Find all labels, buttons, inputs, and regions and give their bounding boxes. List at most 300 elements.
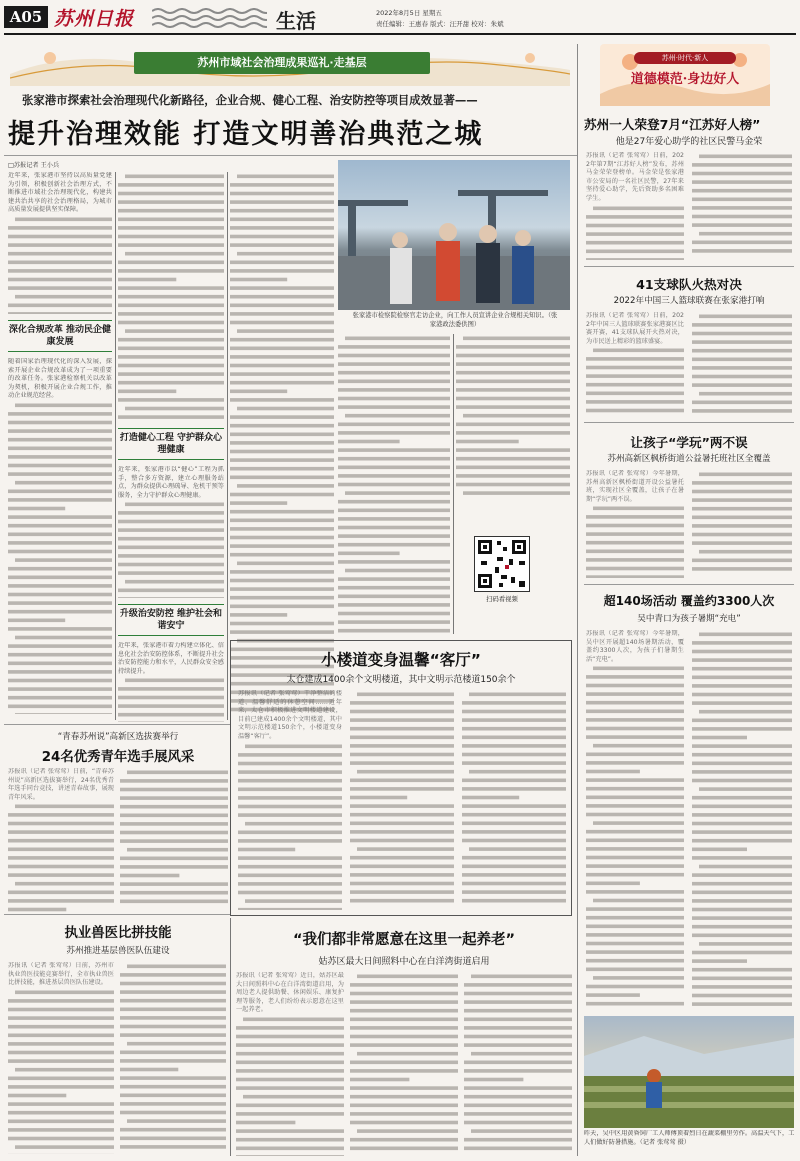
article-photo xyxy=(338,160,570,310)
text-line xyxy=(586,240,684,244)
text-line xyxy=(238,882,342,886)
text-line xyxy=(350,1026,458,1030)
text-line xyxy=(692,524,792,528)
text-line xyxy=(338,397,450,401)
text-line xyxy=(692,409,792,413)
text-line xyxy=(230,398,334,402)
text-line xyxy=(338,345,450,349)
article-col-5 xyxy=(456,334,570,504)
text-line xyxy=(462,890,566,894)
text-line xyxy=(692,916,792,920)
text-line xyxy=(243,1017,344,1021)
text-line xyxy=(8,696,112,700)
text-line xyxy=(345,414,450,418)
text-line xyxy=(692,481,792,485)
text-line xyxy=(462,873,566,877)
text-line xyxy=(8,831,114,835)
text-line xyxy=(120,839,228,843)
text-line xyxy=(118,200,224,204)
text-line xyxy=(357,1129,458,1133)
text-line xyxy=(345,491,450,495)
text-line xyxy=(586,701,684,705)
text-line xyxy=(118,563,224,567)
text-line xyxy=(338,543,450,547)
text-line xyxy=(8,429,112,433)
text-line xyxy=(350,1009,458,1013)
text-line xyxy=(230,235,334,239)
text-line xyxy=(230,510,334,514)
text-line xyxy=(692,934,792,938)
text-line xyxy=(462,839,566,843)
text-line xyxy=(118,398,224,402)
text-line xyxy=(8,226,112,230)
text-line xyxy=(586,753,684,757)
article-col-1 xyxy=(8,172,112,720)
text-line xyxy=(692,332,792,336)
right-article-4-title: 超140场活动 覆盖约3300人次 xyxy=(603,594,775,608)
right-article-1-title: 苏州一人荣登7月“江苏好人榜” xyxy=(584,117,761,132)
text-line xyxy=(345,569,450,573)
text-line xyxy=(338,509,450,513)
text-line xyxy=(692,676,792,680)
text-line xyxy=(120,900,228,904)
text-line xyxy=(462,701,566,705)
text-line xyxy=(350,1043,458,1047)
elder-text: 苏报讯（记者 张莺莺）近日，姑苏区最大日间照料中心在白洋湾街道启用，为周边老人提供助餐、休闲娱乐、康复护理等服务，老人们纷纷表示愿意在这里一起养老。 xyxy=(236,972,344,1156)
text-lines-texture xyxy=(586,504,684,578)
text-line xyxy=(338,517,450,521)
text-lines-texture xyxy=(8,215,112,314)
text-line xyxy=(118,537,224,541)
text-line xyxy=(464,1138,572,1142)
text-line xyxy=(8,627,112,631)
text-line xyxy=(462,865,566,869)
text-line xyxy=(238,830,342,834)
text-line xyxy=(230,587,334,591)
text-line xyxy=(586,675,684,679)
text-line xyxy=(692,719,792,723)
text-line xyxy=(692,323,792,327)
text-line xyxy=(462,761,566,765)
text-line xyxy=(462,736,566,740)
text-line xyxy=(8,661,112,665)
text-lines-texture xyxy=(118,500,224,598)
paper-logo: 苏州日报 xyxy=(54,8,135,30)
text-line xyxy=(118,183,224,187)
text-line xyxy=(692,977,792,981)
text-line xyxy=(8,1042,114,1046)
text-line xyxy=(350,744,454,748)
text-line xyxy=(456,474,570,478)
text-line xyxy=(338,354,450,358)
series-title: 苏州市域社会治理成果巡礼·走基层 xyxy=(134,52,430,74)
qr-code[interactable] xyxy=(474,536,530,592)
text-line xyxy=(120,805,228,809)
text-line xyxy=(692,198,792,202)
text-line xyxy=(456,440,519,444)
vet-text: 苏报讯（记者 张莺莺）日前，苏州市执业兽医技能竞赛举行，全市执业兽医比拼技能，推进基层兽医队伍建设。 xyxy=(8,962,114,1154)
text-line xyxy=(118,713,224,717)
text-line xyxy=(8,412,112,416)
text-line xyxy=(350,1104,458,1108)
text-line xyxy=(230,441,334,445)
text-line xyxy=(463,491,570,495)
text-line xyxy=(586,839,684,843)
text-line xyxy=(593,976,684,980)
right-article-1-sub: 他是27年爱心助学的社区民警马金荣 xyxy=(615,137,763,147)
text-line xyxy=(338,534,450,538)
text-line xyxy=(8,260,112,264)
right-article-3-sub: 苏州高新区枫桥街道公益暑托班社区全覆盖 xyxy=(607,454,771,464)
text-line xyxy=(8,421,112,425)
text-line xyxy=(230,630,334,634)
article-para-1: 近年来，张家港市坚持以高质量党建为引领，积极创新社会治理方式，不断推进市域社会治理现代化，构建共建共治共享的社会治理格局，为城市高质量发展提供坚实保障。 xyxy=(8,172,112,314)
text-line xyxy=(586,890,684,894)
text-line xyxy=(692,658,792,662)
text-line xyxy=(8,679,112,683)
text-line xyxy=(236,1052,344,1056)
text-line xyxy=(118,347,224,351)
text-line xyxy=(8,489,112,493)
text-line xyxy=(238,890,342,894)
text-line xyxy=(118,218,224,222)
text-line xyxy=(586,718,684,722)
text-line xyxy=(15,481,112,485)
text-line xyxy=(125,175,224,179)
text-line xyxy=(338,466,450,470)
text-line xyxy=(692,830,792,834)
text-line xyxy=(230,622,334,626)
text-line xyxy=(357,770,454,774)
text-line xyxy=(586,258,684,260)
text-line xyxy=(350,804,454,808)
text-line xyxy=(230,286,334,290)
text-line xyxy=(692,805,792,809)
text-line xyxy=(8,515,112,519)
text-line xyxy=(15,713,112,714)
text-line xyxy=(338,552,400,556)
text-line xyxy=(118,355,224,359)
text-line xyxy=(245,744,342,748)
text-line xyxy=(699,155,792,159)
text-line xyxy=(471,975,572,979)
vet-sub: 苏州推进基层兽医队伍建设 xyxy=(66,946,170,956)
text-line xyxy=(586,550,684,554)
text-line xyxy=(692,693,792,697)
text-line xyxy=(118,338,224,342)
text-line xyxy=(586,366,684,370)
text-lines-texture xyxy=(586,204,684,260)
youth-series: “青春苏州说”高新区选拔赛举行 xyxy=(57,732,179,742)
text-line xyxy=(462,822,566,826)
text-line xyxy=(8,541,112,545)
text-line xyxy=(586,375,684,379)
text-line xyxy=(586,727,684,731)
text-line xyxy=(230,304,334,308)
text-line xyxy=(8,1016,114,1020)
text-line xyxy=(463,337,570,341)
paragraph-continuation xyxy=(118,500,224,598)
text-line xyxy=(586,873,684,877)
text-line xyxy=(471,1052,572,1056)
wave-decoration xyxy=(152,8,267,28)
text-line xyxy=(586,882,640,886)
kicker: 张家港市探索社会治理现代化新路径，企业合规、健心工程、治安防控等项目成效显著—— xyxy=(22,93,478,107)
elder-title: “我们都非常愿意在这里一起养老” xyxy=(292,932,516,948)
text-line xyxy=(120,857,228,861)
right-photo xyxy=(584,1016,794,1128)
article-para-4: 近年来，张家港市着力构建立体化、信息化社会治安防控体系，不断提升社会治安防控能力和水平，人民群众安全感持续提升。 xyxy=(118,642,224,722)
elder-text-c xyxy=(464,972,572,1156)
text-line xyxy=(118,364,224,368)
text-lines-texture xyxy=(456,334,570,504)
text-line xyxy=(692,873,792,877)
text-line xyxy=(230,424,334,428)
right-article-2-text: 苏报讯（记者 张莺莺）日前，2022年中国三人篮球联赛张家港赛区比赛开赛，41支球队展开火热对决，为市民送上精彩的篮球盛宴。 xyxy=(586,312,684,416)
text-line xyxy=(230,381,334,385)
text-line xyxy=(8,644,112,648)
text-lines-texture xyxy=(692,152,792,260)
paragraph-continuation xyxy=(8,988,114,1154)
text-line xyxy=(350,983,458,987)
text-line xyxy=(692,358,792,362)
text-line xyxy=(245,899,342,903)
right-article-3-text-b xyxy=(692,470,792,578)
text-line xyxy=(8,670,112,674)
text-line xyxy=(8,618,65,622)
text-line xyxy=(120,796,228,800)
text-line xyxy=(120,891,228,895)
text-line xyxy=(464,992,572,996)
text-line xyxy=(692,559,792,563)
text-line xyxy=(586,770,640,774)
text-line xyxy=(230,355,334,359)
text-line xyxy=(120,973,226,977)
text-line xyxy=(464,1018,572,1022)
text-line xyxy=(692,641,792,645)
text-line xyxy=(586,942,684,946)
text-line xyxy=(586,865,684,869)
text-line xyxy=(243,1095,344,1099)
text-line xyxy=(350,796,407,800)
text-line xyxy=(230,596,334,600)
text-line xyxy=(464,1112,572,1116)
text-line xyxy=(118,529,224,533)
text-line xyxy=(456,354,570,358)
text-line xyxy=(692,908,792,912)
text-line xyxy=(230,613,287,617)
text-line xyxy=(456,371,570,375)
text-line xyxy=(120,822,228,826)
text-line xyxy=(230,493,334,497)
youth-text-b xyxy=(120,768,228,912)
text-line xyxy=(230,364,334,368)
text-line xyxy=(118,381,224,385)
text-line xyxy=(118,243,224,247)
text-line xyxy=(237,562,334,566)
text-line xyxy=(692,701,792,705)
right-article-3-title: 让孩子“学玩”两不误 xyxy=(630,435,748,450)
page-number: A05 xyxy=(4,6,48,28)
text-line xyxy=(586,779,684,783)
feature-title: 小楼道变身温馨“客厅” xyxy=(321,651,481,669)
text-lines-texture xyxy=(350,690,454,910)
text-line xyxy=(692,249,792,253)
text-line xyxy=(586,933,684,937)
text-line xyxy=(8,813,114,817)
text-line xyxy=(692,180,792,184)
text-line xyxy=(692,541,792,545)
text-line xyxy=(456,397,570,401)
text-lines-texture xyxy=(120,962,226,1154)
farm-scene-icon xyxy=(584,1016,794,1128)
text-line xyxy=(230,519,334,523)
text-line xyxy=(456,483,570,487)
text-line xyxy=(350,1138,458,1142)
text-line xyxy=(456,380,570,384)
masthead xyxy=(0,0,800,34)
text-line xyxy=(127,771,228,775)
text-lines-texture xyxy=(230,172,334,720)
badge-title: 道德模范·身边好人 xyxy=(630,72,740,87)
text-line xyxy=(8,446,112,450)
text-line xyxy=(456,423,570,427)
text-line xyxy=(8,455,112,459)
text-line xyxy=(350,1061,458,1065)
text-line xyxy=(8,312,112,314)
text-line xyxy=(8,269,112,273)
text-line xyxy=(464,1026,572,1030)
text-lines-texture xyxy=(238,742,342,910)
text-line xyxy=(699,392,792,396)
moral-badge xyxy=(600,44,770,106)
text-line xyxy=(120,982,226,986)
text-line xyxy=(464,1035,572,1039)
text-line xyxy=(236,1103,344,1107)
feature-sub: 太仓建成1400余个文明楼道，其中文明示范楼道150余个 xyxy=(286,675,516,685)
right-article-1-text-b xyxy=(692,152,792,260)
text-line xyxy=(230,544,334,548)
text-line xyxy=(8,1128,114,1132)
text-line xyxy=(8,584,112,588)
text-line xyxy=(464,1104,572,1108)
text-line xyxy=(8,848,114,852)
text-line xyxy=(586,804,684,808)
text-line xyxy=(350,1000,458,1004)
text-line xyxy=(350,1095,458,1099)
text-line xyxy=(692,951,792,955)
elder-text-b xyxy=(350,972,458,1156)
text-line xyxy=(127,965,226,969)
text-line xyxy=(462,787,566,791)
text-line xyxy=(338,483,450,487)
text-line xyxy=(462,727,566,731)
text-line xyxy=(118,372,224,376)
text-line xyxy=(464,1121,572,1125)
text-line xyxy=(230,501,287,505)
text-line xyxy=(118,235,224,239)
text-line xyxy=(125,407,224,411)
text-line xyxy=(120,779,228,783)
text-line xyxy=(238,778,342,782)
text-line xyxy=(350,1086,458,1090)
text-line xyxy=(586,908,684,912)
text-line xyxy=(238,847,295,851)
text-line xyxy=(236,1078,344,1082)
text-line xyxy=(15,805,114,809)
text-line xyxy=(462,813,566,817)
text-line xyxy=(118,269,224,273)
text-line xyxy=(338,362,450,366)
text-line xyxy=(15,1145,114,1149)
text-line xyxy=(350,1078,409,1082)
text-line xyxy=(692,968,792,972)
text-line xyxy=(350,1069,458,1073)
text-line xyxy=(8,464,112,468)
text-line xyxy=(125,329,224,333)
text-line xyxy=(456,431,570,435)
text-line xyxy=(8,1136,114,1140)
text-line xyxy=(238,796,342,800)
text-line xyxy=(8,610,112,614)
text-line xyxy=(338,560,450,564)
right-article-4-text: 苏报讯（记者 张莺莺）今年暑期，吴中区开展超140场暑期活动，覆盖约3300人次，为孩子们暑期生活“充电”。 xyxy=(586,630,684,1010)
text-line xyxy=(8,243,112,247)
port-scene-icon xyxy=(338,160,570,310)
text-line xyxy=(127,1042,226,1046)
text-line xyxy=(120,1051,226,1055)
text-line xyxy=(699,865,792,869)
text-line xyxy=(456,405,570,409)
text-line xyxy=(8,438,112,442)
text-line xyxy=(586,847,684,851)
text-line xyxy=(236,1155,344,1156)
text-line xyxy=(230,527,334,531)
text-line xyxy=(236,1060,344,1064)
text-line xyxy=(338,371,450,375)
text-line xyxy=(692,813,792,817)
text-line xyxy=(8,865,114,869)
text-line xyxy=(692,223,792,227)
text-line xyxy=(8,1085,114,1089)
text-line xyxy=(699,315,792,319)
text-line xyxy=(15,558,112,562)
text-line xyxy=(8,891,114,895)
text-line xyxy=(692,650,792,654)
text-line xyxy=(692,507,792,511)
text-lines-texture xyxy=(236,1015,344,1156)
text-line xyxy=(586,533,684,537)
text-line xyxy=(350,736,454,740)
text-line xyxy=(692,567,792,571)
text-line xyxy=(593,206,684,210)
text-line xyxy=(8,507,65,511)
text-line xyxy=(120,999,226,1003)
text-line xyxy=(586,524,684,528)
text-line xyxy=(125,679,224,683)
text-line xyxy=(350,992,458,996)
text-line xyxy=(8,856,114,860)
text-line xyxy=(230,209,334,213)
text-line xyxy=(586,736,684,740)
text-line xyxy=(245,821,342,825)
text-line xyxy=(237,329,334,333)
text-lines-texture xyxy=(118,676,224,722)
paragraph-continuation xyxy=(238,742,342,910)
text-lines-texture xyxy=(8,401,112,714)
text-line xyxy=(586,710,684,714)
text-line xyxy=(350,753,454,757)
